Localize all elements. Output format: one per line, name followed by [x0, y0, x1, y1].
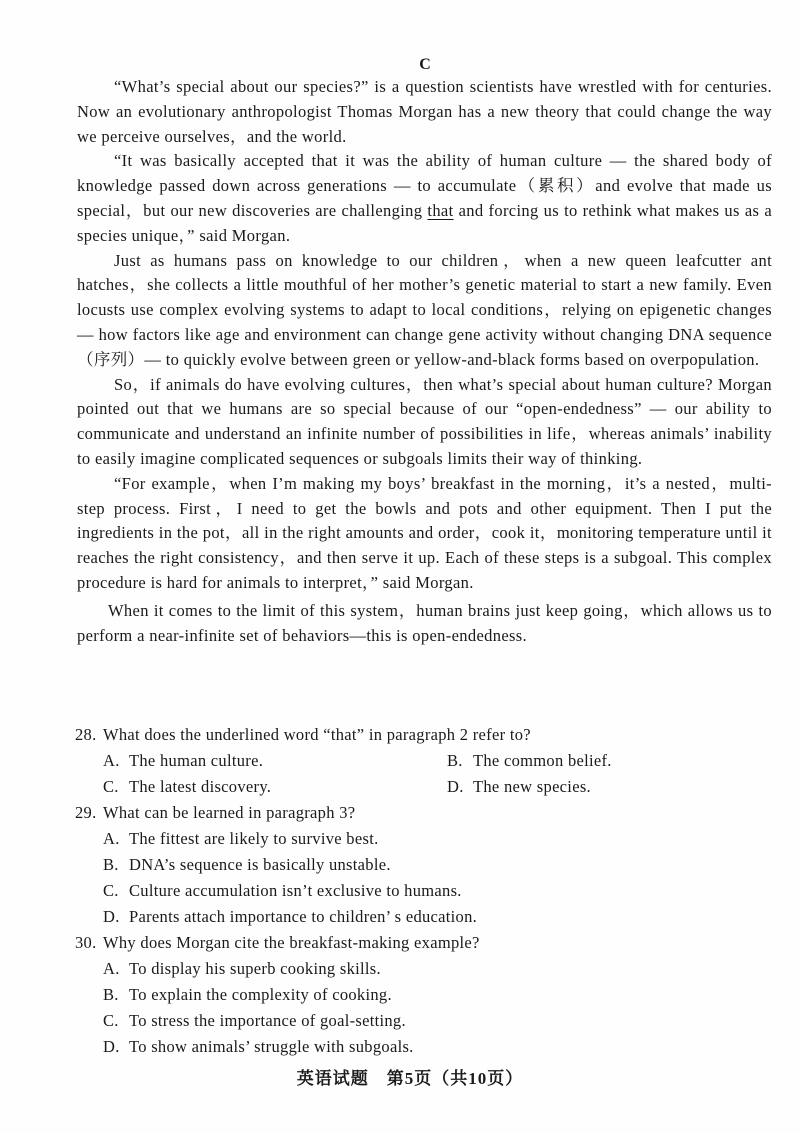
question-stem: What can be learned in paragraph 3? — [103, 803, 356, 822]
option-text: DNA’s sequence is basically unstable. — [129, 855, 391, 874]
option-label: D. — [447, 777, 464, 796]
paragraph-5: “For example，when I’m making my boys’ breakfast in the morning，it’s a nested，multi-step process. First，I need to get the bowls and pots and other equipment. Then I put the ingredients in the pot，all in the right amounts and order，cook it，monitoring temperature until it reaches the right consistency，and then serve it up. Each of these steps is a subgoal. This complex procedure is hard for animals to interpret，” said Morgan. — [77, 473, 772, 592]
option-text: To show animals’ struggle with subgoals. — [129, 1037, 414, 1056]
options — [75, 956, 775, 1060]
underlined-word: that — [427, 200, 454, 220]
question-stem: Why does Morgan cite the breakfast-making example? — [103, 933, 480, 952]
options — [75, 748, 775, 800]
option-c — [103, 1008, 775, 1034]
questions-section — [75, 722, 775, 1060]
option-c — [103, 774, 447, 800]
option-label: C. — [103, 881, 119, 900]
question-30 — [75, 930, 775, 1060]
question-stem-row — [75, 722, 775, 748]
option-label: A. — [103, 829, 120, 848]
option-label: A. — [103, 751, 120, 770]
question-number: 28. — [75, 725, 97, 744]
paragraph-6: When it comes to the limit of this system，human brains just keep going，which allows us to perform a near-infinite set of behaviors—this is open-endedness. — [77, 600, 772, 645]
option-text: To explain the complexity of cooking. — [129, 985, 392, 1004]
option-c — [103, 878, 775, 904]
options — [75, 826, 775, 930]
option-label: B. — [447, 751, 463, 770]
question-stem-row — [75, 930, 775, 956]
option-label: D. — [103, 907, 120, 926]
option-b — [447, 748, 747, 774]
question-29 — [75, 800, 775, 930]
option-d — [103, 904, 775, 930]
option-d — [447, 774, 747, 800]
option-label: C. — [103, 777, 119, 796]
option-text: To display his superb cooking skills. — [129, 959, 381, 978]
option-b — [103, 982, 775, 1008]
option-text: The fittest are likely to survive best. — [129, 829, 379, 848]
paragraph-4: So，if animals do have evolving cultures，then what’s special about human culture? Morgan pointed out that we humans are so special because of our “open-endedness” — our ability to communicate and understand an infinite number of possibilities in life，whereas animals’ inability to easily imagine complicated sequences or subgoals limits their way of thinking. — [77, 374, 772, 468]
paragraph-2 — [77, 149, 772, 248]
option-b — [103, 852, 775, 878]
option-label: A. — [103, 959, 120, 978]
question-number: 30. — [75, 933, 97, 952]
section-label: C — [419, 56, 431, 73]
question-stem-row — [75, 800, 775, 826]
question-number: 29. — [75, 803, 97, 822]
option-a — [103, 748, 447, 774]
question-28 — [75, 722, 775, 800]
option-text: The common belief. — [473, 751, 612, 770]
paragraph-2-text-after: and forcing us to rethink what makes us as a species unique，” said Morgan. — [77, 200, 772, 245]
option-text: The human culture. — [129, 751, 264, 770]
option-label: B. — [103, 985, 119, 1004]
paragraph-3: Just as humans pass on knowledge to our children，when a new queen leafcutter ant hatches，she collects a little mouthful of her mother’s genetic material to start a new family. Even locusts use complex evolving systems to adapt to local conditions，relying on epigenetic changes — how factors like age and environment can change gene activity without changing DNA sequence（序列）— to quickly evolve between green or yellow-and-black forms based on overpopulation. — [77, 250, 772, 369]
option-text: The latest discovery. — [129, 777, 272, 796]
option-a — [103, 826, 775, 852]
option-label: C. — [103, 1011, 119, 1030]
option-d — [103, 1034, 775, 1060]
option-label: B. — [103, 855, 119, 874]
option-a — [103, 956, 775, 982]
option-text: Culture accumulation isn’t exclusive to humans. — [129, 881, 462, 900]
question-stem: What does the underlined word “that” in paragraph 2 refer to? — [103, 725, 531, 744]
paragraph-2-text-before: “It was basically accepted that it was the ability of human culture — the shared body of knowledge passed down across generations — to accumulate（累积）and evolve that made us special，but our new discoveries are challenging — [77, 151, 772, 220]
paragraph-1: “What’s special about our species?” is a question scientists have wrestled with for centuries. Now an evolutionary anthropologist Thomas Morgan has a new theory that could change the way we perceive ourselves，and the world. — [77, 77, 772, 146]
option-text: Parents attach importance to children’ s education. — [129, 907, 478, 926]
option-text: To stress the importance of goal-setting. — [129, 1011, 406, 1030]
option-label: D. — [103, 1037, 120, 1056]
option-text: The new species. — [473, 777, 591, 796]
reading-passage — [77, 75, 772, 648]
page-footer: 英语试题 第5页（共10页） — [296, 1069, 524, 1088]
